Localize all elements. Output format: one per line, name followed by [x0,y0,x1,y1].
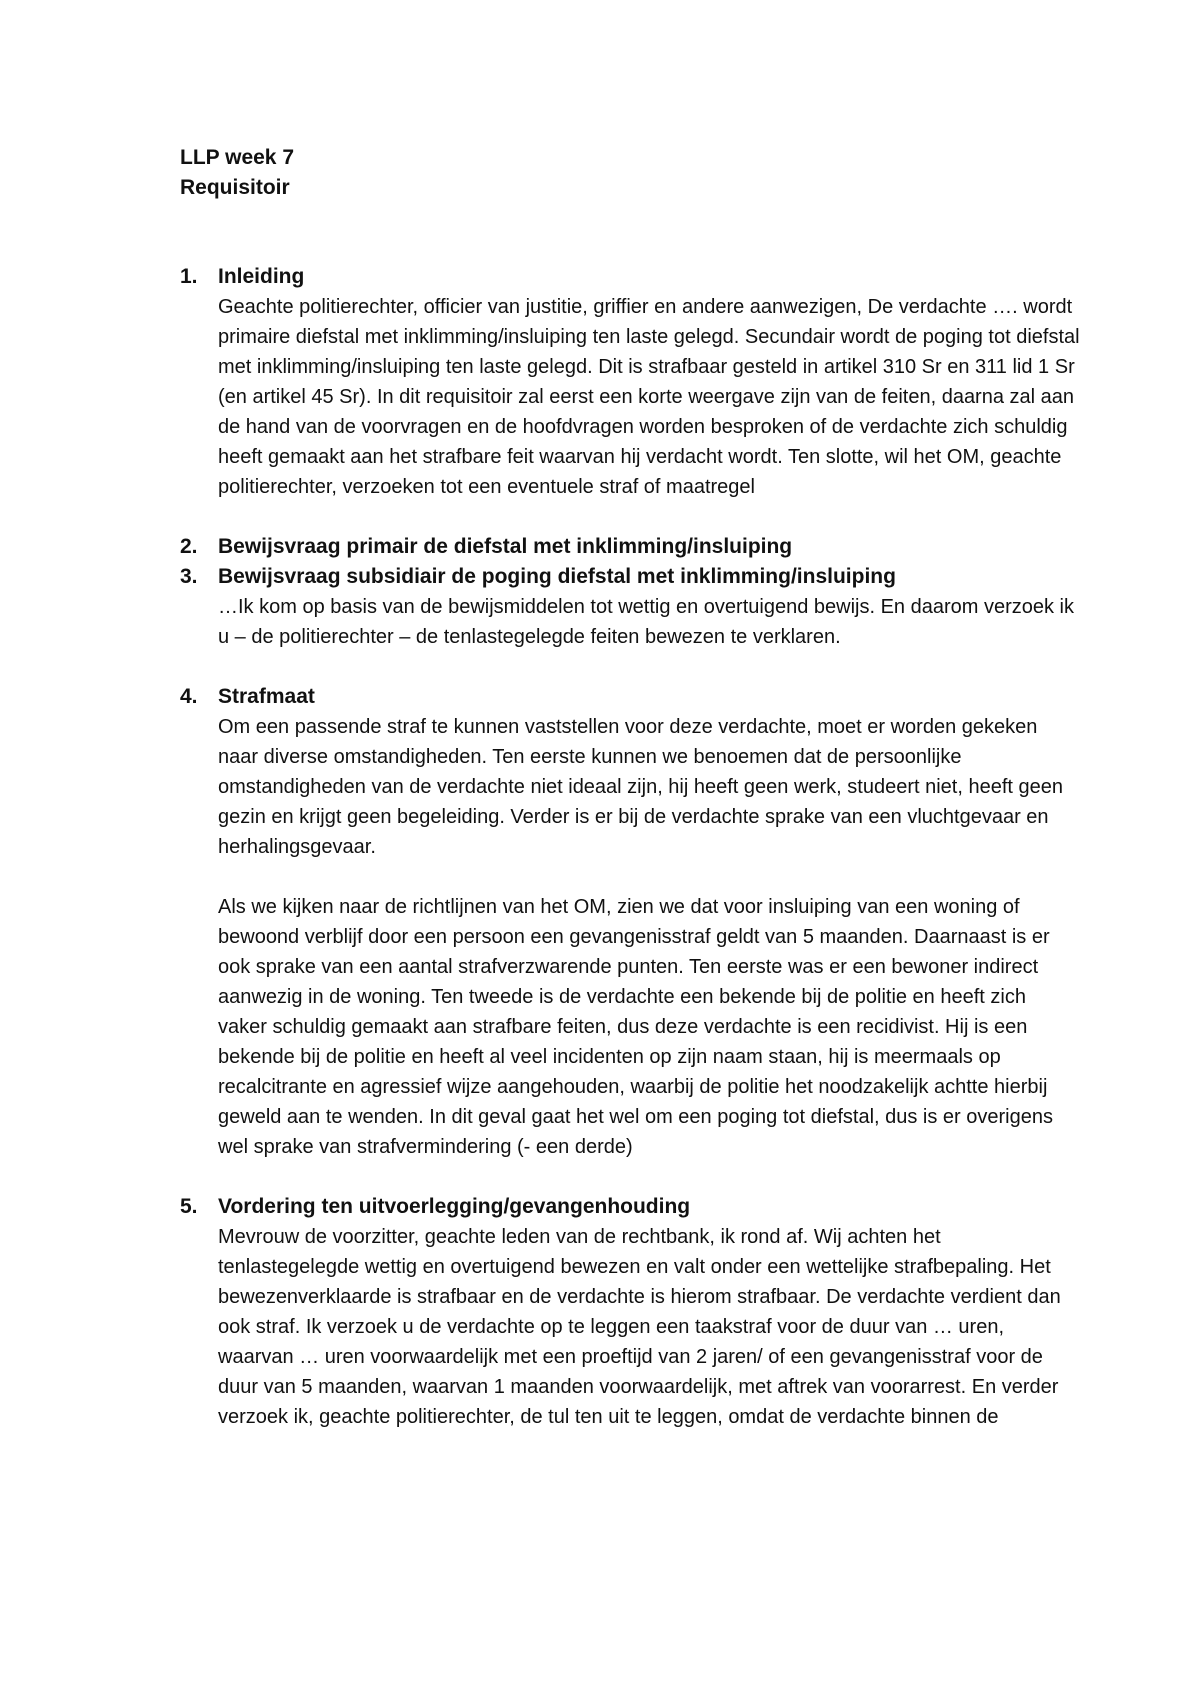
section-5 [180,1192,1080,1432]
section-paragraph: Om een passende straf te kunnen vaststellen voor deze verdachte, moet er worden gekeken naar diverse omstandigheden. Ten eerste kunnen we benoemen dat de persoonlijke omstandigheden van de verdachte niet ideaal zijn, hij heeft geen werk, studeert niet, heeft geen gezin en krijgt geen begeleiding. Verder is er bij de verdachte sprake van een vluchtgevaar en herhalingsgevaar. [218,716,1064,858]
section-title: Bewijsvraag primair de diefstal met inklimming/insluiping [218,535,793,558]
section-title: Inleiding [218,265,305,288]
section-4 [180,682,1080,1162]
section-number: 4. [180,685,198,708]
section-1 [180,262,1080,502]
document-header [180,143,294,203]
section-paragraph: …Ik kom op basis van de bewijsmiddelen tot wettig en overtuigend bewijs. En daarom verzoek ik u – de politierechter – de tenlastegelegde feiten bewezen te verklaren. [218,596,1074,648]
sections-list [180,262,1080,1432]
header-title: Requisitoir [180,176,290,199]
section-title: Strafmaat [218,685,315,708]
section-title: Bewijsvraag subsidiair de poging diefstal met inklimming/insluiping [218,565,896,588]
section-number: 2. [180,535,198,558]
header-course: LLP week 7 [180,146,295,169]
section-3 [180,562,1080,652]
section-paragraph: Als we kijken naar de richtlijnen van het OM, zien we dat voor insluiping van een woning of bewoond verblijf door een persoon een gevangenisstraf geldt van 5 maanden. Daarnaast is er ook sprake van een aantal strafverzwarende punten. Ten eerste was er een bewoner indirect aanwezig in de woning. Ten tweede is de verdachte een bekende bij de politie en heeft zich vaker schuldig gemaakt aan strafbare feiten, dus deze verdachte is een recidivist. Hij is een bekende bij de politie en heeft al veel incidenten op zijn naam staan, hij is meermaals op recalcitrante en agressief wijze aangehouden, waarbij de politie het noodzakelijk achtte hierbij geweld aan te wenden. In dit geval gaat het wel om een poging tot diefstal, dus is er overigens wel sprake van strafvermindering (- een derde) [218,896,1053,1158]
section-paragraph: Mevrouw de voorzitter, geachte leden van de rechtbank, ik rond af. Wij achten het tenlastegelegde wettig en overtuigend bewezen en valt onder een wettelijke strafbepaling. Het bewezenverklaarde is strafbaar en de verdachte is hierom strafbaar. De verdachte verdient dan ook straf. Ik verzoek u de verdachte op te leggen een taakstraf voor de duur van … uren, waarvan … uren voorwaardelijk met een proeftijd van 2 jaren/ of een gevangenisstraf voor de duur van 5 maanden, waarvan 1 maanden voorwaardelijk, met aftrek van voorarrest. En verder verzoek ik, geachte politierechter, de tul ten uit te leggen, omdat de verdachte binnen de [218,1226,1061,1428]
section-number: 3. [180,565,198,588]
section-2 [180,532,1080,562]
section-paragraph: Geachte politierechter, officier van justitie, griffier en andere aanwezigen, De verdachte …. wordt primaire diefstal met inklimming/insluiping ten laste gelegd. Secundair wordt de poging tot diefstal met inklimming/insluiping ten laste gelegd. Dit is strafbaar gesteld in artikel 310 Sr en 311 lid 1 Sr (en artikel 45 Sr). In dit requisitoir zal eerst een korte weergave zijn van de feiten, daarna zal aan de hand van de voorvragen en de hoofdvragen worden besproken of de verdachte zich schuldig heeft gemaakt aan het strafbare feit waarvan hij verdacht wordt. Ten slotte, wil het OM, geachte politierechter, verzoeken tot een eventuele straf of maatregel [218,296,1080,498]
section-number: 1. [180,265,198,288]
section-title: Vordering ten uitvoerlegging/gevangenhouding [218,1195,691,1218]
section-number: 5. [180,1195,198,1218]
